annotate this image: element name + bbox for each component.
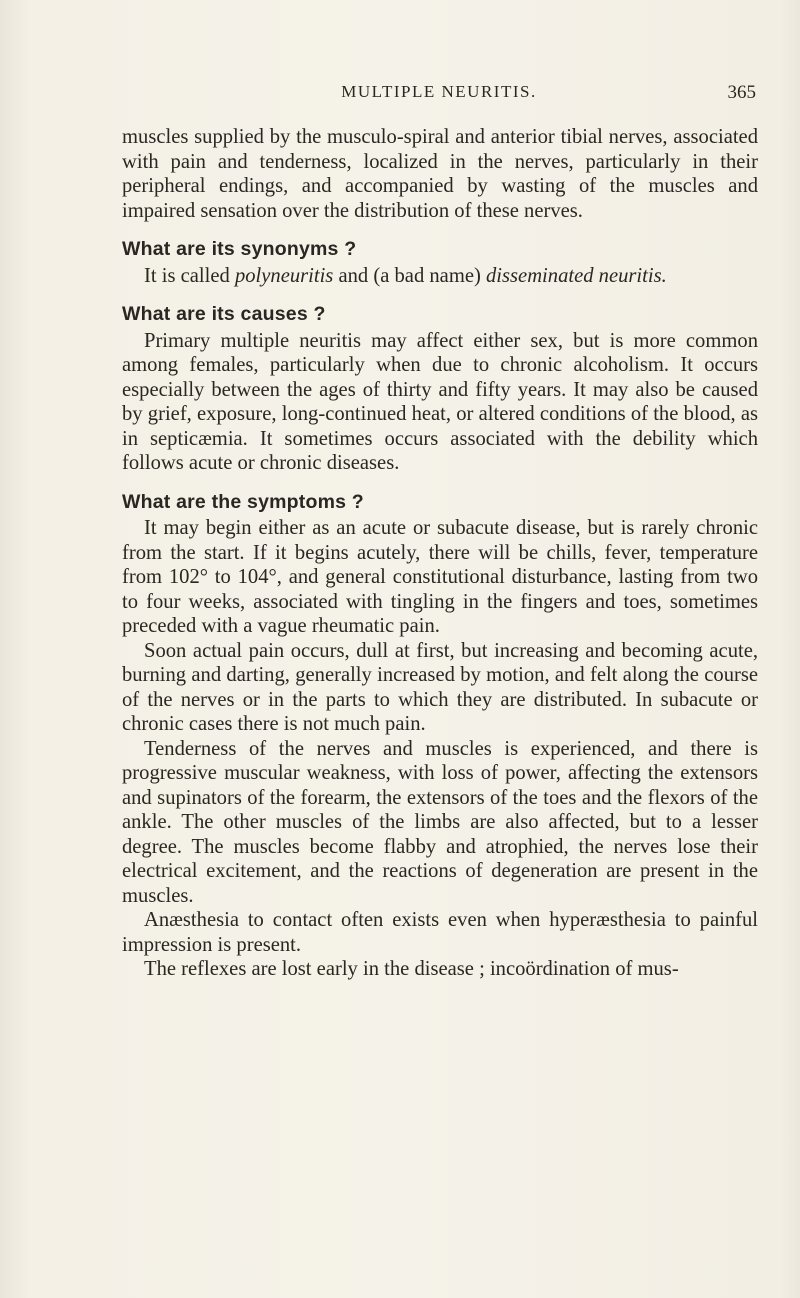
symptoms-paragraph: It may begin either as an acute or subacute disease, but is rarely chronic from the start. If it begins acutely, there will be chills, fever, temperature from 102° to 104°, and general constitutional disturbance, lasting from two to four weeks, associated with tingling in the fingers and toes, sometimes preceded with a vague rheumatic pain. xyxy=(122,517,758,637)
symptoms-paragraph: Anæsthesia to contact often exists even when hyperæsthesia to painful impression is present. xyxy=(122,909,758,956)
term-polyneuritis: polyneuritis xyxy=(234,264,334,287)
paragraph-continuation: muscles supplied by the musculo-spiral and anterior tibial nerves, associated with pain and tenderness, localized in the nerves, particularly in their peripheral endings, and accompanied by wasting of the muscles and impaired sensation over the distribution of these nerves. xyxy=(122,126,758,222)
question-causes: What are its causes ? xyxy=(122,303,326,325)
symptoms-paragraph: The reflexes are lost early in the disease ; incoördination of mus- xyxy=(144,958,679,980)
symptoms-paragraph: Tenderness of the nerves and muscles is experienced, and there is progressive muscular weakness, with loss of power, affecting the extensors and supinators of the forearm, the extensors of the toes and the flexors of the ankle. The other muscles of the limbs are also affected, but to a lesser degree. The muscles become flabby and atrophied, the nerves lose their electrical excitement, and the reactions of degeneration are present in the muscles. xyxy=(122,737,758,907)
running-title: MULTIPLE NEURITIS. xyxy=(341,82,537,101)
answer-middle: and (a bad name) xyxy=(333,264,486,287)
term-disseminated-neuritis: disseminated neuritis. xyxy=(486,264,667,287)
body-text xyxy=(122,125,758,982)
page-number: 365 xyxy=(727,82,756,103)
question-synonyms: What are its synonyms ? xyxy=(122,238,357,260)
answer-synonyms xyxy=(122,264,758,289)
question-symptoms: What are the symptoms ? xyxy=(122,490,364,513)
answer-prefix: It is called xyxy=(144,264,235,287)
symptoms-paragraph: Soon actual pain occurs, dull at first, but increasing and becoming acute, burning and darting, generally increased by motion, and felt along the course of the nerves or in the parts to which they are distributed. In subacute or chronic cases there is not much pain. xyxy=(122,639,758,735)
running-head xyxy=(122,82,756,106)
answer-causes: Primary multiple neuritis may affect either sex, but is more common among females, particularly when due to chronic alcoholism. It occurs especially between the ages of thirty and fifty years. It may also be caused by grief, exposure, long-continued heat, or altered conditions of the blood, as in septicæmia. It sometimes occurs associated with the debility which follows acute or chronic diseases. xyxy=(122,329,758,474)
